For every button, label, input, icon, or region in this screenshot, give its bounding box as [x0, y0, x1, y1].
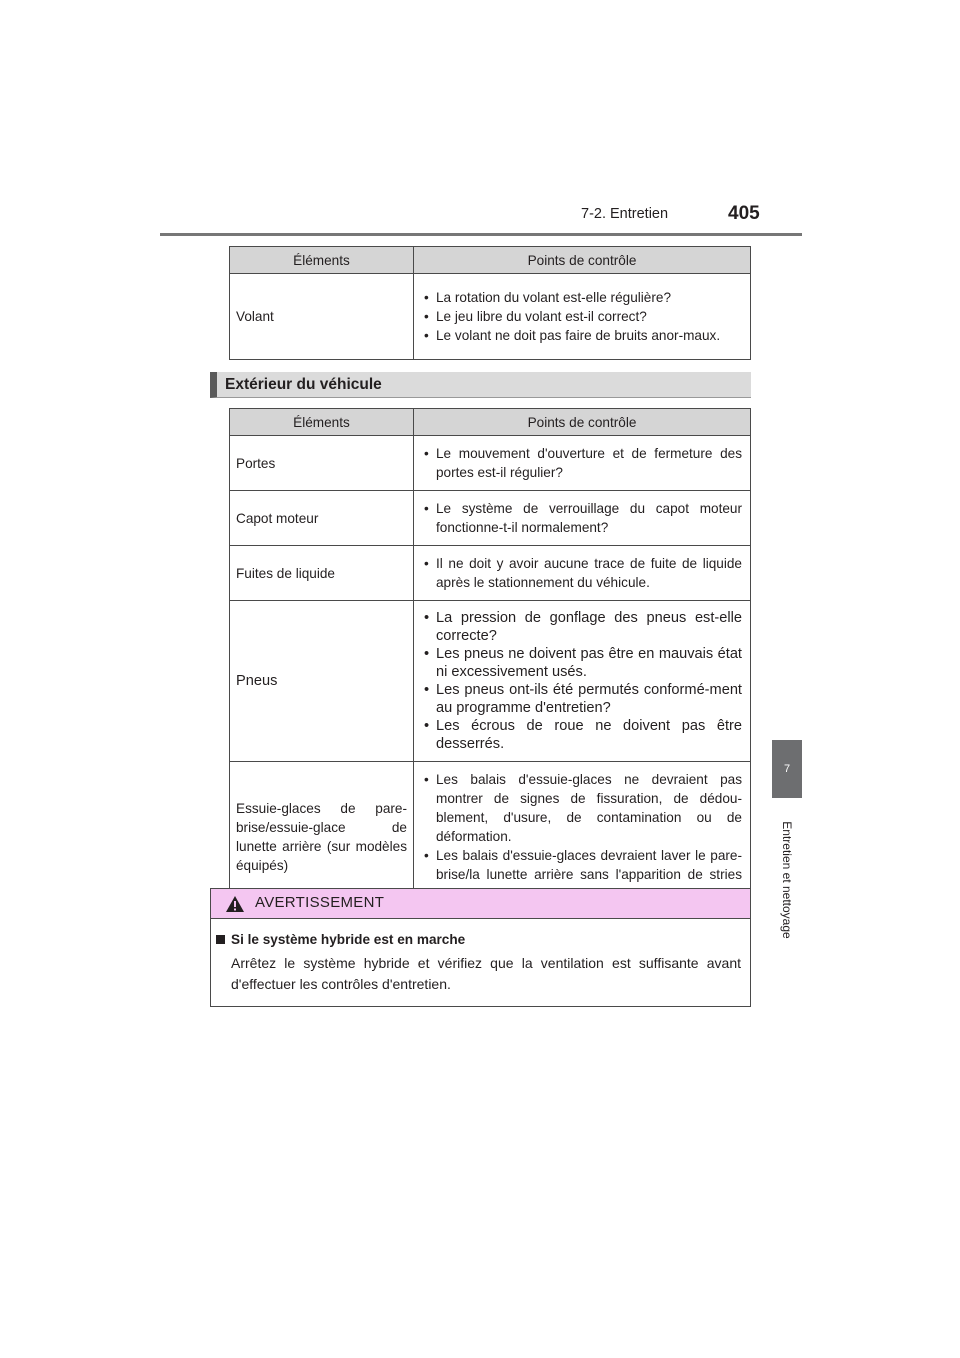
checkpoint-item: • Le volant ne doit pas faire de bruits anor-maux.	[422, 326, 742, 345]
element-cell: Volant	[230, 274, 414, 360]
checkpoints-cell	[414, 274, 751, 360]
checkpoint-item: • Les balais d'essuie-glaces devraient laver le pare-brise/la lunette arrière sans l'apparition de stries	[422, 846, 742, 903]
bullet-square-icon	[216, 935, 225, 944]
section-title: Extérieur du véhicule	[225, 376, 382, 393]
inspection-table-steering	[229, 246, 751, 360]
element-cell: Portes	[230, 436, 414, 491]
column-header-elements: Éléments	[230, 247, 414, 274]
page-number: 405	[728, 203, 760, 224]
header-divider	[160, 233, 802, 236]
inspection-table-exterior	[229, 408, 751, 912]
warning-header	[211, 889, 750, 919]
warning-box	[210, 888, 751, 1007]
checkpoint-item: • Les balais d'essuie-glaces ne devraient pas montrer de signes de fissuration, de dédou-blement, d'usure, de contamination ou de déformation.	[422, 770, 742, 846]
checkpoints-cell	[414, 546, 751, 601]
checkpoint-item: • Les pneus ne doivent pas être en mauvais état ni excessivement usés.	[422, 645, 742, 681]
chapter-tab	[772, 740, 802, 798]
checkpoint-item: • Les écrous de roue ne doivent pas être desserrés.	[422, 717, 742, 753]
table-row	[230, 546, 751, 601]
checkpoint-item: • Le jeu libre du volant est-il correct?	[422, 307, 742, 326]
table-header-row	[230, 409, 751, 436]
element-cell: Essuie-glaces de pare-brise/essuie-glace de lunette arrière (sur modèles équipés)	[230, 762, 414, 912]
chapter-number: 7	[783, 763, 791, 775]
warning-triangle-icon	[225, 895, 245, 918]
table-row	[230, 601, 751, 762]
checkpoints-cell	[414, 436, 751, 491]
warning-text: Arrêtez le système hybride et vérifiez que la ventilation est suffisante avant d'effectuer les contrôles d'entretien.	[231, 955, 741, 992]
section-heading: 7-2. Entretien	[581, 206, 669, 222]
warning-subtitle: Si le système hybride est en marche	[231, 932, 466, 947]
section-heading-bar	[210, 372, 751, 398]
chapter-title: Entretien et nettoyage	[780, 821, 794, 939]
warning-title: AVERTISSEMENT	[255, 894, 385, 911]
table-header-row	[230, 247, 751, 274]
table-row	[230, 491, 751, 546]
checkpoint-item: • Le système de verrouillage du capot moteur fonctionne-t-il normalement?	[422, 499, 742, 537]
table-row	[230, 436, 751, 491]
element-cell: Fuites de liquide	[230, 546, 414, 601]
element-cell: Pneus	[230, 601, 414, 762]
checkpoint-item: • Le mouvement d'ouverture et de fermeture des portes est-il régulier?	[422, 444, 742, 482]
checkpoint-item: • La rotation du volant est-elle régulière?	[422, 288, 742, 307]
column-header-elements: Éléments	[230, 409, 414, 436]
column-header-checkpoints: Points de contrôle	[414, 409, 751, 436]
warning-subtitle-row	[216, 932, 465, 947]
element-cell: Capot moteur	[230, 491, 414, 546]
checkpoint-item: • Il ne doit y avoir aucune trace de fuite de liquide après le stationnement du véhicule.	[422, 554, 742, 592]
checkpoint-item: • La pression de gonflage des pneus est-elle correcte?	[422, 609, 742, 645]
checkpoints-cell	[414, 491, 751, 546]
checkpoints-cell	[414, 601, 751, 762]
checkpoint-item: • Les pneus ont-ils été permutés conformé-ment au programme d'entretien?	[422, 681, 742, 717]
table-row	[230, 274, 751, 360]
column-header-checkpoints: Points de contrôle	[414, 247, 751, 274]
